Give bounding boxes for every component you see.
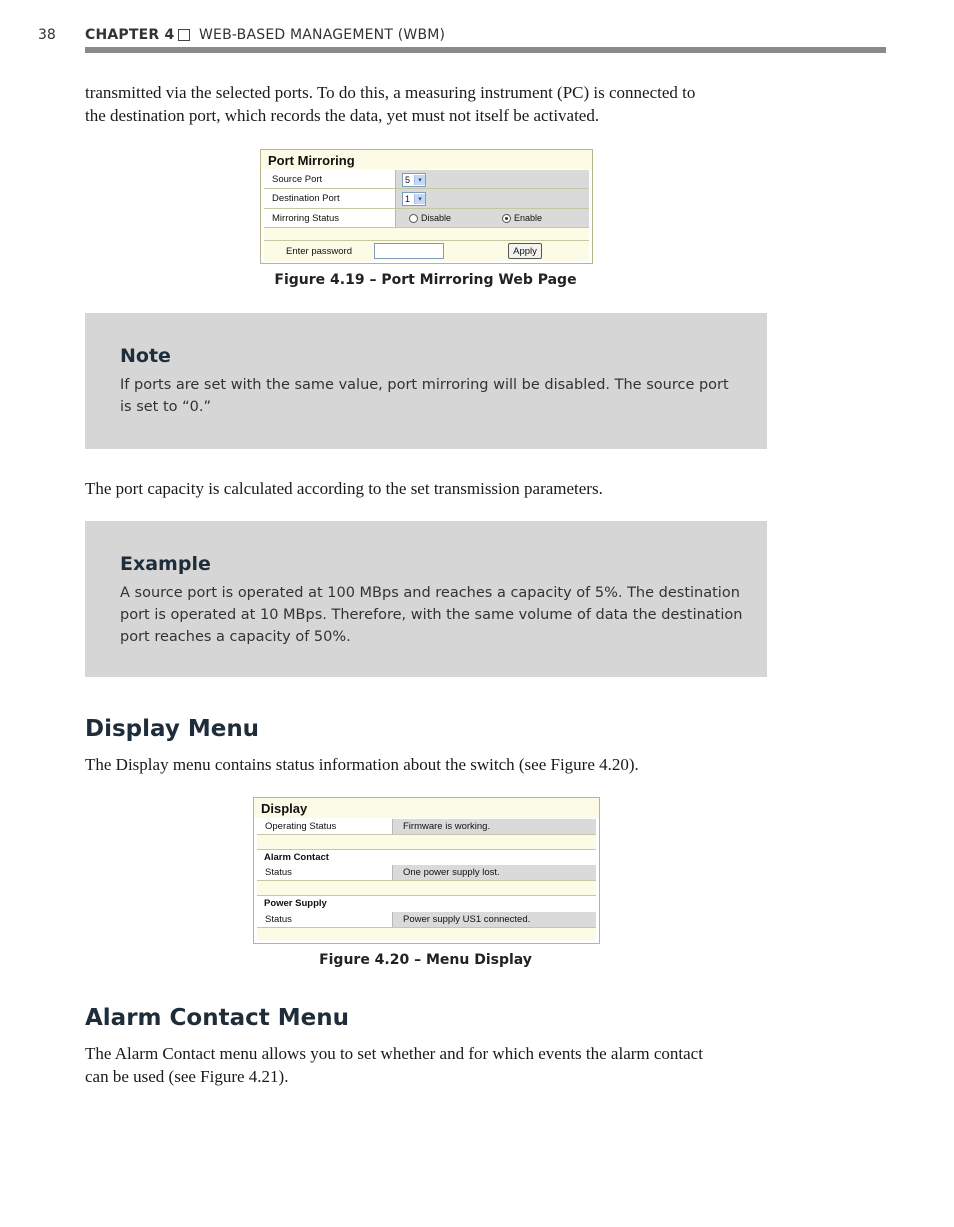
alarm-status-label: Status [265, 867, 292, 878]
note-line-2: is set to “0.” [120, 399, 211, 415]
source-port-row [264, 170, 589, 189]
operating-status-label: Operating Status [265, 821, 337, 832]
password-label: Enter password [286, 245, 353, 257]
example-body [120, 582, 750, 648]
mirroring-status-cell [395, 209, 589, 227]
example-line-2: port is operated at 10 MBps. Therefore, with the same volume of data the destination [120, 607, 743, 623]
power-status-label: Status [265, 914, 292, 925]
source-port-value: 5 [405, 175, 411, 185]
display-menu-paragraph: The Display menu contains status information about the switch (see Figure 4.20). [85, 755, 639, 774]
radio-checked-icon [502, 214, 511, 223]
enable-radio-label: Enable [514, 213, 543, 223]
destination-port-value: 1 [405, 194, 411, 204]
example-title: Example [120, 553, 211, 575]
enable-radio[interactable] [502, 209, 542, 227]
display-panel [253, 797, 600, 944]
alarm-status-row [257, 865, 596, 881]
destination-port-row [264, 189, 589, 209]
source-port-select[interactable] [402, 173, 426, 187]
spacer-row [257, 835, 596, 850]
chevron-down-icon: ▾ [414, 194, 425, 204]
intro-line-1: transmitted via the selected ports. To do this, a measuring instrument (PC) is connected to [85, 83, 696, 102]
example-line-1: A source port is operated at 100 MBps and reaches a capacity of 5%. The destination [120, 585, 740, 601]
source-port-cell [395, 170, 589, 188]
alarm-line-2: can be used (see Figure 4.21). [85, 1067, 289, 1086]
password-row [264, 241, 589, 261]
example-callout [85, 521, 767, 677]
mirroring-status-row [264, 209, 589, 228]
intro-paragraph [85, 81, 775, 127]
intro-line-2: the destination port, which records the data, yet must not itself be activated. [85, 106, 600, 125]
capacity-paragraph: The port capacity is calculated according to the set transmission parameters. [85, 479, 603, 498]
note-title: Note [120, 345, 171, 367]
disable-radio[interactable] [409, 209, 451, 227]
password-input[interactable] [374, 243, 444, 259]
destination-port-cell [395, 189, 589, 208]
header-rule [85, 47, 886, 53]
figure-4-19-caption: Figure 4.19 – Port Mirroring Web Page [274, 272, 577, 288]
power-status-value: Power supply US1 connected. [392, 912, 596, 927]
port-mirroring-panel [260, 149, 593, 264]
radio-unchecked-icon [409, 214, 418, 223]
alarm-contact-paragraph [85, 1042, 775, 1088]
port-mirroring-title: Port Mirroring [268, 153, 355, 168]
power-supply-group-label: Power Supply [264, 898, 327, 909]
alarm-contact-group-label: Alarm Contact [264, 852, 329, 863]
spacer-row [257, 881, 596, 896]
chapter-label: CHAPTER 4 [85, 27, 175, 43]
chapter-title: WEB-BASED MANAGEMENT (WBM) [199, 27, 446, 43]
figure-4-20-caption: Figure 4.20 – Menu Display [319, 952, 532, 968]
power-status-row [257, 912, 596, 928]
example-line-3: port reaches a capacity of 50%. [120, 629, 351, 645]
note-line-1: If ports are set with the same value, port mirroring will be disabled. The source port [120, 377, 729, 393]
note-callout [85, 313, 767, 449]
source-port-label: Source Port [272, 173, 323, 185]
operating-status-value: Firmware is working. [392, 819, 596, 834]
display-menu-heading: Display Menu [85, 716, 260, 742]
alarm-contact-menu-heading: Alarm Contact Menu [85, 1005, 349, 1031]
destination-port-select[interactable] [402, 192, 426, 206]
spacer-row [257, 928, 596, 940]
alarm-line-1: The Alarm Contact menu allows you to set whether and for which events the alarm contact [85, 1044, 703, 1063]
operating-status-row [257, 819, 596, 835]
spacer-row [264, 228, 589, 241]
destination-port-label: Destination Port [272, 193, 340, 204]
chapter-separator-box [178, 29, 190, 41]
page-number: 38 [38, 27, 56, 43]
mirroring-status-label: Mirroring Status [272, 212, 340, 224]
chevron-down-icon: ▾ [414, 175, 425, 185]
alarm-status-value: One power supply lost. [392, 865, 596, 880]
disable-radio-label: Disable [421, 213, 452, 223]
note-body [120, 374, 750, 418]
apply-button[interactable]: Apply [508, 243, 542, 259]
display-panel-title: Display [261, 801, 308, 816]
